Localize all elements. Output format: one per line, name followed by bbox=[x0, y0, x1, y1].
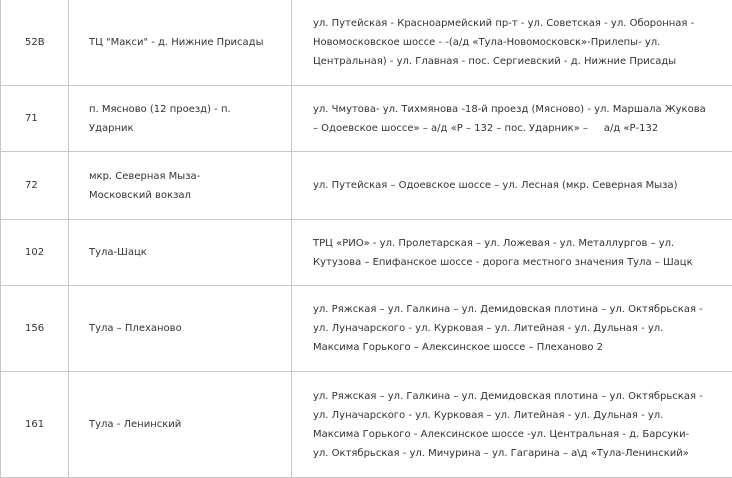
route-path-line: ул. Чмутова- ул. Тихмянова -18-й проезд (Мясново) - ул. Маршала Жукова bbox=[313, 100, 724, 119]
route-name-line: ТЦ "Макси" - д. Нижние Присады bbox=[89, 33, 285, 52]
route-path bbox=[292, 152, 732, 220]
route-path-line: Кутузова – Епифанское шоссе - дорога местного значения Тула – Шацк bbox=[313, 253, 724, 272]
route-number: 52В bbox=[1, 0, 69, 86]
route-path bbox=[292, 86, 732, 152]
route-name-line: мкр. Северная Мыза- bbox=[89, 167, 285, 186]
route-path-line: ул. Путейская - Красноармейский пр-т - ул. Советская - ул. Оборонная - bbox=[313, 14, 724, 33]
route-path bbox=[292, 372, 732, 478]
route-path-line: Максима Горького – Алексинское шоссе – Плеханово 2 bbox=[313, 338, 724, 357]
route-name bbox=[69, 0, 292, 86]
table-row bbox=[1, 372, 732, 478]
route-number: 102 bbox=[1, 220, 69, 286]
route-name bbox=[69, 286, 292, 372]
table-row bbox=[1, 220, 732, 286]
route-name-line: Ударник bbox=[89, 119, 285, 138]
route-path-line: Максима Горького - Алексинское шоссе -ул. Центральная - д. Барсуки- bbox=[313, 425, 724, 444]
route-name-line: Московский вокзал bbox=[89, 186, 285, 205]
route-path-line: ул. Ряжская – ул. Галкина – ул. Демидовская плотина – ул. Октябрьская - bbox=[313, 300, 724, 319]
route-name bbox=[69, 372, 292, 478]
route-path bbox=[292, 286, 732, 372]
table-row bbox=[1, 286, 732, 372]
route-number: 156 bbox=[1, 286, 69, 372]
route-path bbox=[292, 220, 732, 286]
route-name-line: Тула – Плеханово bbox=[89, 319, 285, 338]
route-path-line: – Одоевское шоссе» – а/д «Р – 132 – пос. Ударник» – а/д «Р-132 bbox=[313, 119, 724, 138]
route-path-line: ул. Октябрьская - ул. Мичурина – ул. Гагарина – а\д «Тула-Ленинский» bbox=[313, 444, 724, 463]
route-path-line: ул. Луначарского - ул. Курковая – ул. Литейная - ул. Дульная - ул. bbox=[313, 319, 724, 338]
route-number: 161 bbox=[1, 372, 69, 478]
route-path-line: ТРЦ «РИО» - ул. Пролетарская – ул. Ложевая - ул. Металлургов – ул. bbox=[313, 234, 724, 253]
table-row bbox=[1, 86, 732, 152]
route-path-line: Новомосковское шоссе - -(а/д «Тула-Новомосковск»-Прилепы- ул. bbox=[313, 33, 724, 52]
route-path-line: ул. Луначарского - ул. Курковая – ул. Литейная - ул. Дульная - ул. bbox=[313, 406, 724, 425]
route-path bbox=[292, 0, 732, 86]
route-name bbox=[69, 152, 292, 220]
route-name-line: Тула-Шацк bbox=[89, 243, 285, 262]
route-name-line: Тула - Ленинский bbox=[89, 415, 285, 434]
route-path-line: ул. Путейская – Одоевское шоссе – ул. Лесная (мкр. Северная Мыза) bbox=[313, 176, 724, 195]
route-name bbox=[69, 86, 292, 152]
route-path-line: ул. Ряжская – ул. Галкина – ул. Демидовская плотина – ул. Октябрьская - bbox=[313, 387, 724, 406]
table-row bbox=[1, 152, 732, 220]
route-number: 71 bbox=[1, 86, 69, 152]
route-name-line: п. Мясново (12 проезд) - п. bbox=[89, 100, 285, 119]
table-row bbox=[1, 0, 732, 86]
route-path-line: Центральная) - ул. Главная - пос. Сергиевский - д. Нижние Присады bbox=[313, 52, 724, 71]
route-name bbox=[69, 220, 292, 286]
route-number: 72 bbox=[1, 152, 69, 220]
